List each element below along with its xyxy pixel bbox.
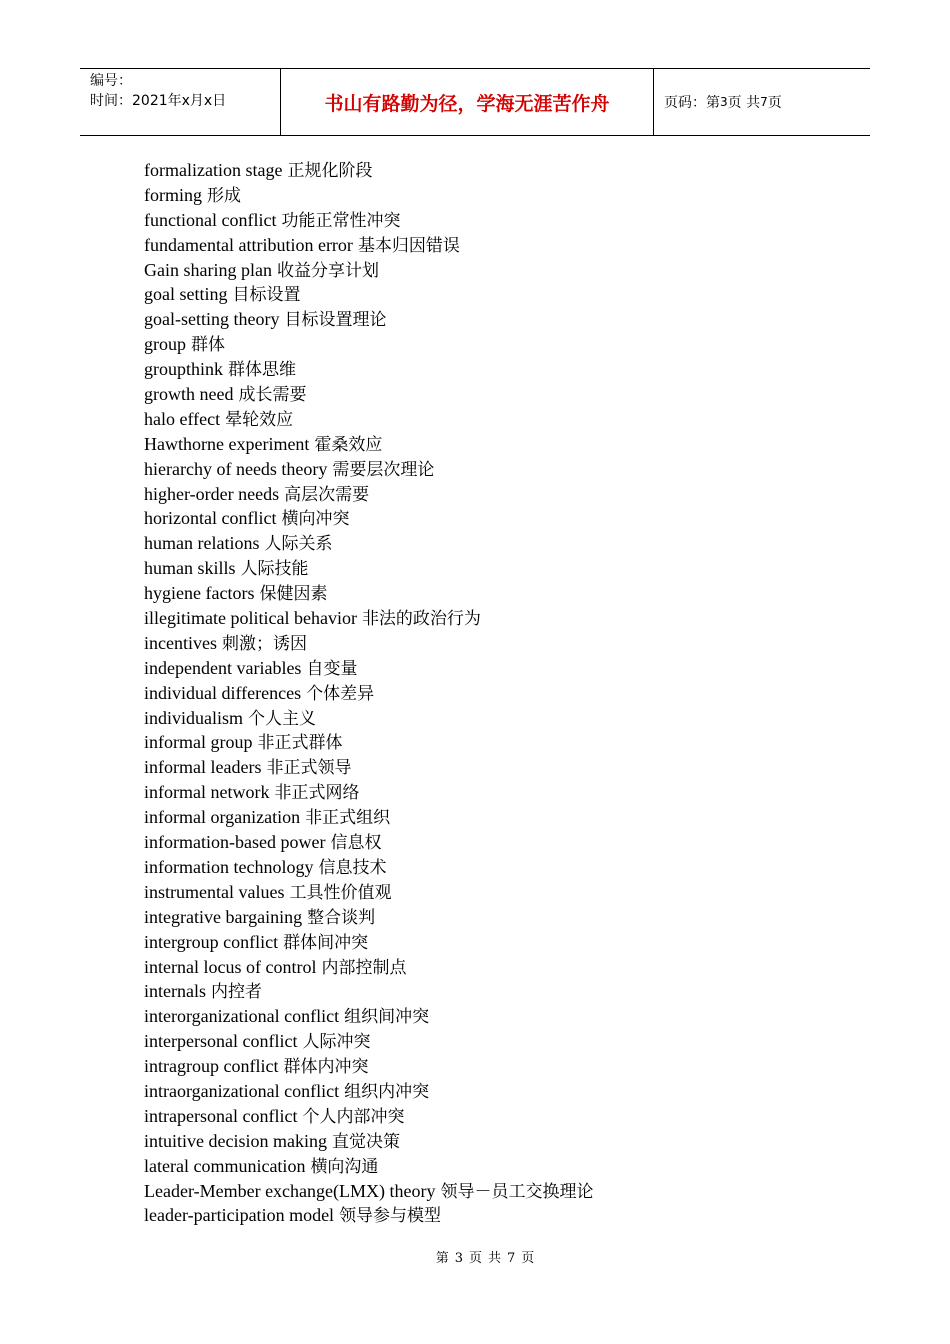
entry-chinese: 目标设置理论 (284, 310, 387, 331)
entry-chinese: 霍桑效应 (314, 434, 383, 455)
glossary-entry (144, 930, 594, 955)
entry-chinese: 直觉决策 (331, 1131, 400, 1152)
entry-english: intragroup conflict (144, 1056, 279, 1077)
entry-english: goal-setting theory (144, 309, 280, 330)
entry-english: goal setting (144, 284, 228, 305)
page-current: 3 (720, 95, 728, 109)
glossary-entry (144, 631, 594, 656)
entry-english: incentives (144, 632, 217, 653)
entry-english: illegitimate political behavior (144, 608, 357, 629)
glossary-list (144, 158, 594, 1228)
page-label: 页码：第 (664, 95, 720, 111)
entry-english: informal leaders (144, 757, 262, 778)
entry-chinese: 非正式群体 (257, 733, 343, 754)
entry-chinese: 人际冲突 (302, 1032, 371, 1053)
entry-english: internals (144, 981, 206, 1002)
entry-english: fundamental attribution error (144, 234, 353, 255)
entry-english: intrapersonal conflict (144, 1105, 298, 1126)
entry-english: human relations (144, 533, 260, 554)
glossary-entry (144, 556, 594, 581)
glossary-entry (144, 755, 594, 780)
entry-chinese: 信息权 (330, 833, 382, 854)
entry-chinese: 领导－员工交换理论 (440, 1181, 594, 1202)
entry-chinese: 目标设置 (232, 285, 301, 306)
footer-suffix: 页 (521, 1251, 535, 1266)
page-mid: 页 共 (727, 95, 761, 111)
entry-english: halo effect (144, 408, 221, 429)
glossary-entry (144, 880, 594, 905)
entry-chinese: 人际关系 (264, 534, 333, 555)
time-label: 时间： (90, 93, 132, 109)
glossary-entry (144, 780, 594, 805)
glossary-entry (144, 282, 594, 307)
glossary-entry (144, 233, 594, 258)
entry-english: Hawthorne experiment (144, 433, 310, 454)
entry-english: internal locus of control (144, 956, 317, 977)
entry-chinese: 组织间冲突 (344, 1007, 430, 1028)
footer-prefix: 第 (435, 1251, 449, 1266)
entry-english: group (144, 334, 186, 355)
entry-chinese: 基本归因错误 (357, 235, 460, 256)
entry-english: higher-order needs (144, 483, 280, 504)
glossary-entry (144, 979, 594, 1004)
entry-chinese: 信息技术 (318, 857, 387, 878)
entry-chinese: 晕轮效应 (225, 409, 294, 430)
header-motto: 书山有路勤为径，学海无涯苦作舟 (281, 69, 654, 135)
glossary-entry (144, 805, 594, 830)
entry-english: Gain sharing plan (144, 259, 272, 280)
entry-chinese: 横向沟通 (310, 1156, 379, 1177)
glossary-entry (144, 307, 594, 332)
glossary-entry (144, 656, 594, 681)
glossary-entry (144, 158, 594, 183)
glossary-entry (144, 855, 594, 880)
entry-chinese: 非正式网络 (274, 783, 360, 804)
entry-english: Leader-Member exchange(LMX) theory (144, 1180, 436, 1201)
entry-english: informal group (144, 732, 253, 753)
entry-english: information-based power (144, 832, 326, 853)
entry-english: instrumental values (144, 881, 285, 902)
glossary-entry (144, 407, 594, 432)
entry-english: integrative bargaining (144, 906, 303, 927)
entry-chinese: 个人内部冲突 (302, 1106, 405, 1127)
date-value: 2021年x月x日 (132, 93, 227, 109)
glossary-entry (144, 482, 594, 507)
glossary-entry (144, 830, 594, 855)
glossary-entry (144, 432, 594, 457)
entry-english: intuitive decision making (144, 1130, 327, 1151)
page-header (80, 68, 870, 136)
glossary-entry (144, 1154, 594, 1179)
glossary-entry (144, 531, 594, 556)
entry-english: individual differences (144, 682, 302, 703)
glossary-entry (144, 183, 594, 208)
header-meta (80, 69, 281, 135)
glossary-entry (144, 457, 594, 482)
entry-english: informal organization (144, 807, 301, 828)
entry-chinese: 自变量 (306, 658, 358, 679)
number-label: 编号： (90, 73, 132, 89)
entry-chinese: 正规化阶段 (287, 161, 373, 181)
entry-english: functional conflict (144, 209, 277, 230)
entry-chinese: 群体 (191, 335, 225, 356)
glossary-entry (144, 1054, 594, 1079)
entry-chinese: 个体差异 (306, 683, 375, 704)
entry-chinese: 群体内冲突 (283, 1057, 369, 1078)
entry-chinese: 整合谈判 (307, 907, 376, 928)
entry-english: formalization stage (144, 160, 283, 180)
entry-chinese: 高层次需要 (284, 484, 370, 505)
glossary-entry (144, 681, 594, 706)
entry-chinese: 个人主义 (248, 708, 316, 729)
glossary-entry (144, 1129, 594, 1154)
page-end: 页 (767, 95, 782, 111)
entry-chinese: 群体思维 (228, 360, 296, 381)
entry-chinese: 非法的政治行为 (361, 609, 481, 630)
header-page-info (654, 69, 870, 135)
glossary-entry (144, 1079, 594, 1104)
entry-chinese: 内控者 (210, 982, 262, 1003)
entry-chinese: 非正式组织 (305, 808, 391, 829)
entry-chinese: 横向冲突 (281, 509, 350, 530)
entry-chinese: 功能正常性冲突 (281, 210, 401, 231)
glossary-entry (144, 506, 594, 531)
glossary-entry (144, 1029, 594, 1054)
glossary-entry (144, 706, 594, 731)
entry-chinese: 收益分享计划 (276, 260, 379, 281)
glossary-entry (144, 905, 594, 930)
footer-total: 7 (507, 1251, 516, 1266)
glossary-entry (144, 382, 594, 407)
entry-chinese: 形成 (207, 185, 241, 206)
entry-english: groupthink (144, 359, 223, 380)
footer-mid1: 页 (468, 1251, 482, 1266)
entry-chinese: 人际技能 (240, 559, 309, 580)
entry-english: growth need (144, 384, 234, 405)
glossary-entry (144, 1104, 594, 1129)
entry-english: horizontal conflict (144, 508, 277, 529)
entry-english: independent variables (144, 657, 302, 678)
entry-english: information technology (144, 856, 314, 877)
entry-chinese: 成长需要 (238, 385, 307, 406)
entry-english: hygiene factors (144, 583, 255, 604)
page-total: 7 (760, 95, 768, 109)
entry-chinese: 刺激；诱因 (221, 633, 307, 654)
glossary-entry (144, 1004, 594, 1029)
glossary-entry (144, 208, 594, 233)
entry-english: leader-participation model (144, 1205, 335, 1226)
glossary-entry (144, 730, 594, 755)
footer-mid2: 共 (488, 1251, 502, 1266)
footer-current: 3 (454, 1251, 463, 1266)
glossary-entry (144, 332, 594, 357)
glossary-entry (144, 955, 594, 980)
glossary-entry (144, 1203, 594, 1228)
entry-chinese: 非正式领导 (266, 758, 352, 779)
entry-english: informal network (144, 782, 270, 803)
entry-chinese: 组织内冲突 (344, 1081, 430, 1102)
glossary-entry (144, 581, 594, 606)
entry-english: individualism (144, 707, 243, 728)
entry-chinese: 群体间冲突 (283, 932, 369, 953)
entry-english: interpersonal conflict (144, 1031, 298, 1052)
glossary-entry (144, 357, 594, 382)
entry-english: intergroup conflict (144, 931, 279, 952)
entry-chinese: 保健因素 (259, 584, 328, 605)
entry-english: human skills (144, 558, 236, 579)
entry-english: forming (144, 184, 202, 205)
entry-chinese: 内部控制点 (321, 957, 407, 978)
glossary-entry (144, 1179, 594, 1204)
entry-chinese: 工具性价值观 (289, 882, 392, 903)
entry-english: interorganizational conflict (144, 1006, 340, 1027)
time-line (90, 91, 280, 111)
glossary-entry (144, 606, 594, 631)
entry-english: hierarchy of needs theory (144, 458, 328, 479)
entry-chinese: 领导参与模型 (339, 1206, 442, 1227)
glossary-entry (144, 258, 594, 283)
entry-english: lateral communication (144, 1155, 306, 1176)
entry-chinese: 需要层次理论 (332, 459, 435, 480)
entry-english: intraorganizational conflict (144, 1080, 340, 1101)
page-footer (0, 1247, 950, 1266)
